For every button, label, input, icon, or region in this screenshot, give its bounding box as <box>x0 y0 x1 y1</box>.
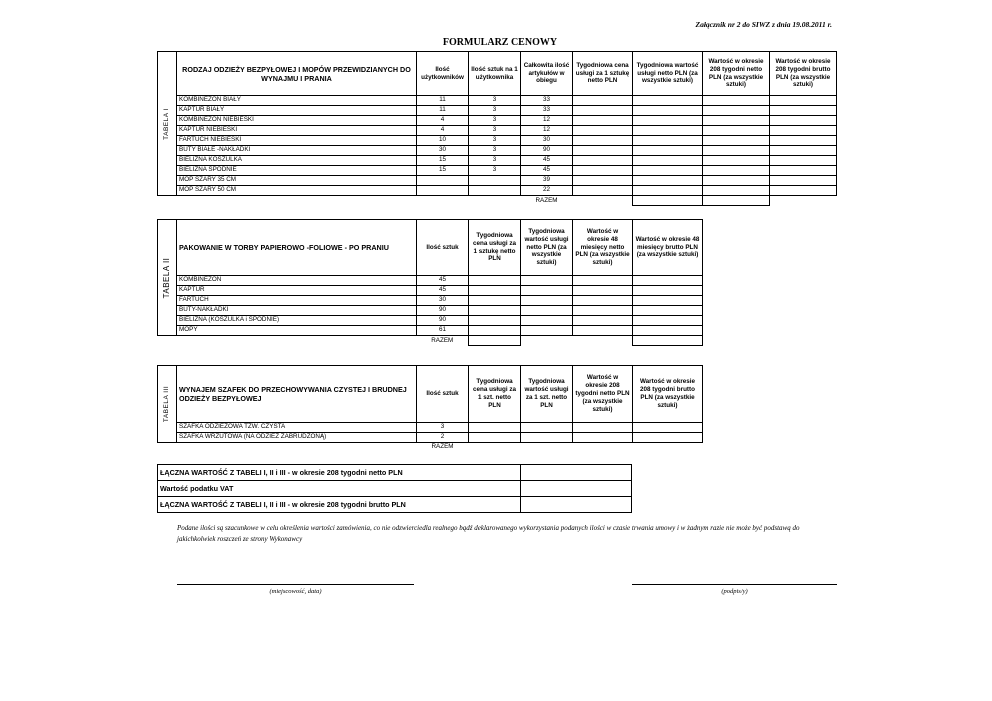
table-1-header-weekly-value: Tygodniowa wartość usługi netto PLN (za wszystkie sztuki) <box>633 52 703 96</box>
table-2 <box>157 219 703 346</box>
table-row: FARTUCH 30 <box>158 296 703 306</box>
table-row: KAPTUR BIAŁY 11 3 33 <box>158 106 837 116</box>
table-row: BIELIZNA (KOSZULKA i SPODNIE) 90 <box>158 316 703 326</box>
table-2-side-label: TABELA II <box>158 220 177 336</box>
table-1-header-weekly-price: Tygodniowa cena usługi za 1 sztukę netto PLN <box>573 52 633 96</box>
table-1-razem-netto[interactable] <box>633 196 703 206</box>
table-1-header-208-brutto: Wartość w okresie 208 tygodni brutto PLN (za wszystkie sztuki) <box>770 52 837 96</box>
table-row: KOMBINEZON BIAŁY 11 3 33 <box>158 96 837 106</box>
table-2-header-weekly-value: Tygodniowa wartość usługi netto PLN (za wszystkie sztuki) <box>521 220 573 276</box>
table-row: BUTY BIAŁE -NAKŁADKI 30 3 90 <box>158 146 837 156</box>
table-row: KOMBINEZON 45 <box>158 276 703 286</box>
form-title: FORMULARZ CENOWY <box>442 37 558 48</box>
table-2-header-48-brutto: Wartość w okresie 48 miesięcy brutto PLN (za wszystkie sztuki) <box>633 220 703 276</box>
place-date-label: (miejscowość, data) <box>269 588 322 595</box>
summary-netto-value[interactable] <box>521 465 632 481</box>
table-3-side-label: TABELA III <box>158 366 177 443</box>
table-1-razem-brutto[interactable] <box>703 196 770 206</box>
table-row: MOP SZARY 35 CM 39 <box>158 176 837 186</box>
place-date-line[interactable] <box>177 584 414 585</box>
table-1-side-label: TABELA I <box>158 52 177 196</box>
table-3-header-208-brutto: Wartość w okresie 208 tygodni brutto PLN (za wszystkie sztuki) <box>633 366 703 423</box>
table-1 <box>157 51 837 206</box>
table-row: KAPTUR 45 <box>158 286 703 296</box>
signature-label: (podpis/y) <box>721 588 748 595</box>
footnote: Podane ilości są szacunkowe w celu określenia wartości zamówienia, co nie odzwierciedla realnego bądź deklarowanego wykorzystania podanych ilości w czasie trwania umowy i w żadnym razie nie może być podstawą do jakichkolwiek roszczeń ze strony Wykonawcy <box>177 524 800 543</box>
table-3-header-weekly-price: Tygodniowa cena usługi za 1 szt. netto PLN <box>469 366 521 423</box>
table-row: SZAFKA WRZUTOWA (NA ODZIEŻ ZABRUDZONĄ) 2 <box>158 433 703 443</box>
summary-netto-label: ŁĄCZNA WARTOŚĆ Z TABELI I, II i III - w okresie 208 tygodni netto PLN <box>158 465 521 481</box>
table-row: MOP SZARY 50 CM 22 <box>158 186 837 196</box>
table-row: BIELIZNA KOSZULKA 15 3 45 <box>158 156 837 166</box>
table-3-header-weekly-value: Tygodniowa wartość usługi za 1 szt. netto PLN <box>521 366 573 423</box>
table-3-razem-label: RAZEM <box>431 443 454 451</box>
table-1-header-item: RODZAJ ODZIEŻY BEZPYŁOWEJ I MOPÓW PRZEWIDZIANYCH DO WYNAJMU I PRANIA <box>177 52 417 96</box>
table-row: KOMBINEZON NIEBIESKI 4 3 12 <box>158 116 837 126</box>
table-row: BUTY-NAKŁADKI 90 <box>158 306 703 316</box>
table-2-header-48-netto: Wartość w okresie 48 miesięcy netto PLN (za wszystkie sztuki) <box>573 220 633 276</box>
summary-brutto-value[interactable] <box>521 497 632 513</box>
table-row: FARTUCH NIEBIESKI 10 3 30 <box>158 136 837 146</box>
table-1-header-208-netto: Wartość w okresie 208 tygodni netto PLN (za wszystkie sztuki) <box>703 52 770 96</box>
summary-vat-value[interactable] <box>521 481 632 497</box>
summary-vat-label: Wartość podatku VAT <box>158 481 521 497</box>
table-2-razem-value[interactable] <box>633 336 703 346</box>
table-row: SZAFKA ODZIEŻOWA TZW. CZYSTA 3 <box>158 423 703 433</box>
table-1-header-total: Całkowita ilość artykułów w obiegu <box>521 52 573 96</box>
table-3-header-item: WYNAJEM SZAFEK DO PRZECHOWYWANIA CZYSTEJ I BRUDNEJ ODZIEŻY BEZPYŁOWEJ <box>177 366 417 423</box>
table-3-header-208-netto: Wartość w okresie 208 tygodni netto PLN (za wszystkie sztuki) <box>573 366 633 423</box>
table-2-header-qty: Ilość sztuk <box>417 220 469 276</box>
table-1-header-users: Ilość użytkowników <box>417 52 469 96</box>
table-row: BIELIZNA SPODNIE 15 3 45 <box>158 166 837 176</box>
attachment-note: Załącznik nr 2 do SIWZ z dnia 19.08.2011 r. <box>695 20 832 29</box>
table-1-razem-label: RAZEM <box>535 196 558 204</box>
table-row: MOPY 61 <box>158 326 703 336</box>
signature-line[interactable] <box>632 584 837 585</box>
table-2-razem-label: RAZEM <box>431 336 454 344</box>
summary-table <box>157 464 632 513</box>
summary-brutto-label: ŁĄCZNA WARTOŚĆ Z TABELI I, II i III - w okresie 208 tygodni brutto PLN <box>158 497 521 513</box>
table-2-header-weekly-price: Tygodniowa cena usługi za 1 sztukę netto PLN <box>469 220 521 276</box>
table-row: KAPTUR NIEBIESKI 4 3 12 <box>158 126 837 136</box>
table-1-header-pieces-per-user: Ilość sztuk na 1 użytkownika <box>469 52 521 96</box>
table-2-header-item: PAKOWANIE W TORBY PAPIEROWO -FOLIOWE - PO PRANIU <box>177 220 417 276</box>
table-3-header-qty: Ilość sztuk <box>417 366 469 423</box>
table-3 <box>157 365 703 452</box>
